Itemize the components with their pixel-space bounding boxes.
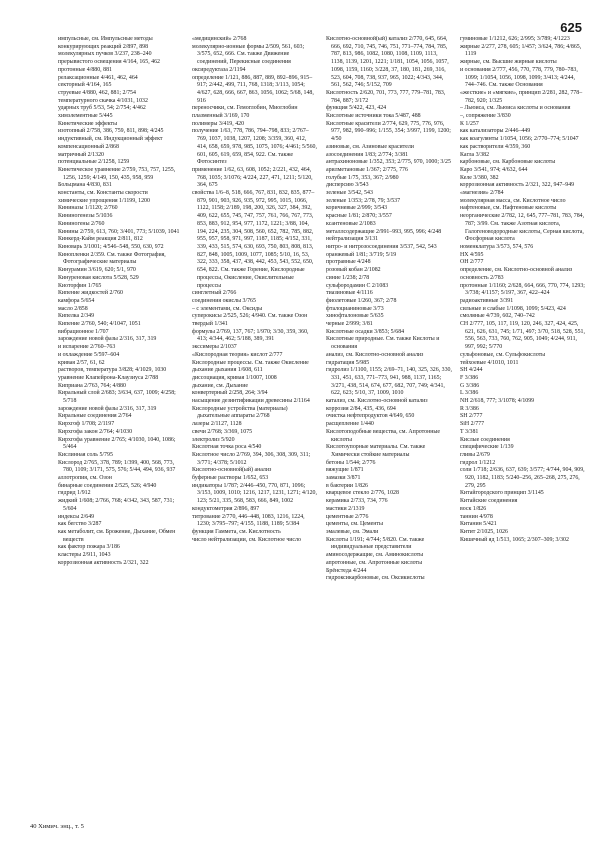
index-entry: Кипение 2/760, 540; 4/1047, 1051 [58,321,141,328]
index-entry: растворов, температура 3/828; 4/1029, 1030 [58,367,167,374]
index-entry: сульфородамин С 2/1083 [326,282,389,289]
index-entry: молекулярно-ионные формы 2/509, 561, 603; 3/575, 652, 666. См. также Движение соединений, Перекисные соединения [192,43,305,66]
index-entry: гуминовые 1/1212, 626; 2/995; 3/789; 4/1223 [460,36,570,42]
index-entry: Кинины 2/759, 613, 760; 3/401, 773; 5/1039, 1041 [58,228,180,235]
index-entry: Брёнстеда 4/244 [326,567,367,574]
index-entry: молекулярных пучков 3/237, 238–240 [58,51,152,58]
index-entry: коричневые 2/999; 3/543 [326,205,388,212]
index-entry: Кислотность 2/620, 701, 773, 777, 779–781, 783, 784, 887; 3/172 [326,89,446,104]
index-entry: протонные 1/1160; 2/628, 664, 666, 770, 774, 1293; 3/738; 4/1157; 5/197, 367, 422–424 [460,282,585,297]
index-entry: Киральные соединения 2/764 [58,413,132,420]
index-entry: определение, см. Кислотно-основной анализ [460,267,573,274]
index-entry: химические упрощения 1/1199, 1200 [58,197,150,204]
index-entry: Кислородные процессы. См. также Окисление [192,359,309,366]
index-entry: Киоторфин 1/765 [58,282,102,289]
index-entry: НХ 4/595 [460,251,484,258]
index-entry: полимеры 3/419, 420 [192,120,245,127]
index-entry: Каро 3/541, 974; 4/632, 644 [460,166,528,173]
index-entry: как растворители 4/359, 360 [460,143,531,150]
index-entry: аминосодержащие, см. Аминокислоты [326,552,424,559]
index-entry: замазки 3/871 [326,475,361,482]
index-entry: коррозионная активность 2/321, 322 [58,559,149,566]
index-entry: титрование 2/770, 446–448, 1083, 1216, 1224, 1230; 3/795–797; 4/155, 1188, 1189; 5/384 [192,513,305,528]
index-entry: синие 1/238; 2/78 [326,274,370,281]
index-entry: Кислотные природные. См. также Кислоты и основания [326,336,440,351]
index-entry: как катализаторы 2/446–449 [460,128,531,135]
index-entry: розовый кобан 2/1082 [326,267,381,274]
index-entry: Кислотоподобные вещества, см. Апротонные кислоты [326,428,440,443]
index-entry: металлсодержащие 2/991–993, 995, 996; 4/248 [326,228,442,235]
index-entry: потенциальные 2/1258, 1259 [58,159,130,166]
index-entry: Кинетические эффекты [58,120,118,127]
index-entry: мастики 2/1319 [326,505,365,512]
index-entry: число нейтрализации, см. Кислотное число [192,536,301,543]
index-entry: экссимеры 2/1037 [192,344,237,351]
index-entry: вибрационное 1/707 [58,328,109,335]
index-entry: прерывистого освещения 4/164, 165, 462 [58,59,160,66]
index-entry: свойства 1/6–8, 518, 666, 767, 831, 832, 835, 877–879, 901, 903, 926, 935, 972, 995, 1015, 1066, 1122, 1158; 2/189, 198, 200, 326, 327, 384, 392, 409, 622, 655, 745, 747, 757, 761, 766, 767, 773, 853, 883, 912, 954, 977, 1172, 1221; 3/88, 104, 194, 224, 235, 304, 508, 560, 652, 782, 785, 882, 955, 957, 958, 971, 997, 1187, 1185; 4/152, 331, 339, 433, 515, 574, 630, 693, 750, 803, 808, 813, 827, 848, 1005, 1009, 1077, 1085; 5/10, 16, 53, 322, 333, 358, 437, 438, 442, 453, 543, 552, 650, 654, 822. См. также Горение, Кислородные процессы, Окисление, Окислительные процессы [192,190,315,289]
index-entry: и основания 2/777, 456, 770, 778, 779, 780–783, 1099; 1/1054, 1056, 1098, 1099; 3/413; 4/244, 744–746. См. также Основания [460,66,578,89]
index-entry: константы, см. Константы скорости [58,190,148,197]
index-entry: фталоцианиновые 3/73 [326,305,384,312]
index-entry: протравные 4/248 [326,259,371,266]
index-entry: Кирхгофа закон 2/764; 4/1030 [58,428,133,435]
index-entry: конвертерный 2/258, 264; 3/94 [192,390,268,397]
index-entry: зарождение новой фазы 2/316, 317, 319 [58,405,157,412]
index-entry: дыхание, см. Дыхание [192,382,248,389]
index-entry: как коагулянты 1/1054, 1056; 2/770–774; 5/1047 [460,136,579,143]
index-entry: нитро- и нитрозосоединения 3/537, 542, 543 [326,243,437,250]
index-entry: определение 1/121, 886, 887, 889, 892–896, 915–917; 2/442, 499, 711, 768, 1318; 3/113, 1054; 4/627, 628, 666, 667, 863, 1056, 1062; 5/68, 148, 916 [192,74,314,104]
index-entry: Кипелка 2/349 [58,313,95,320]
index-entry: оранжевый 1/81; 3/719; 5/19 [326,251,397,258]
index-entry: К 1/257 [460,120,479,127]
index-entry: формулы 2/769, 137, 767; 1/970; 3/30, 359, 360, 413; 4/344, 462; 5/188, 389, 391 [192,328,309,343]
index-entry: химэлементные 5/445 [58,113,113,120]
index-entry: молекулярная масса, см. Кислотное число [460,197,566,204]
index-entry: основность 2/783 [460,274,504,281]
index-entry: Киральный слой 2/683; 3/634, 637, 1009; 4/258; 5/718 [58,390,176,405]
index-entry: красные 1/81; 2/870; 3/557 [326,213,392,220]
index-entry: переносчики, см. Гемоглобин, Миоглобин [192,105,298,112]
index-entry: индикаторы 1/787; 2/446–450, 770, 871, 1096; 3/153, 1009, 1010; 1216, 1217, 1231, 1271; 4/120, 123; 5/21, 335, 568, 583, 666, 849, 1002 [192,482,317,505]
index-entry: секторный 4/164, 165 [58,82,112,89]
index-entry: –, сопряжение 3/830 [460,113,511,120]
index-entry: карбоновые, см. Карбоновые кислоты [460,159,556,166]
index-entry: Кислотно-основной(ый) катализ 2/770, 645, 664, 666, 692, 710, 745, 746, 751, 771–774, 784, 785, 787, 813, 986, 1082, 1080, 1108, 1109, 1113, 1138, 1139, 1201, 1221; 1/181, 1054, 1056, 1057, 1098, 1159, 1160; 3/228, 37, 180, 181, 269, 316, 523, 604, 708, 738, 937, 965, 1022; 4/343, 344, 561, 562, 746; 5/152, 709 [326,36,449,89]
index-entry: импульсные, см. Импульсные методы [58,36,153,42]
index-entry: номенклатура 3/573, 574, 576 [460,243,534,250]
index-entry: насыщение дезинтификации древесины 2/1164 [192,398,310,405]
index-entry: смоляные 4/739, 602, 740–742 [460,313,535,320]
index-entry: функция Гаммета, см. Кислотность [192,529,281,535]
index-entry: ОН 2/777 [460,259,484,266]
page-footer: 40 Химич. энц., т. 5 [30,823,84,830]
index-entry: изотопный 2/758, 386, 759, 811, 898; 4/245 [58,128,164,135]
index-entry: воск 1/826 [460,505,487,512]
index-entry: кластеры 2/911, 1043 [58,552,111,559]
index-entry: Китайгородского принцип 3/1145 [460,490,544,497]
index-entry: струевые 4/880, 462, 881; 2/754 [58,89,136,96]
index-entry: Кагла 3/382 [460,151,490,158]
index-entry: матричный 2/1320 [58,151,104,158]
index-entry: Кислотно-основной(ый) анализ [192,467,272,474]
index-entry: SiH 2/777 [460,421,485,428]
index-entry: кварцевое стекло 2/776, 1028 [326,490,399,497]
index-entry: синглетный 2/766 [192,290,237,297]
index-entry: Кинкерд-Кайм реакция 2/811, 812 [58,236,143,243]
index-entry: Кислинная соль 5/795 [58,451,113,458]
index-entry: соли 1/718; 2/636, 637, 639; 3/577; 4/744, 904, 909, 920, 1182, 1183; 5/240–256, 265–268, 275, 276, 279, 295 [460,467,585,489]
index-entry: фиолетовые 1/260, 367; 2/78 [326,297,397,304]
page-number: 625 [560,20,582,35]
index-entry: твердый 1/341 [192,321,228,328]
index-entry: Кининогенезы 5/1036 [58,213,113,220]
index-entry: антрахиноновые 1/352, 353; 2/775, 970, 1000; 3/25 [326,159,451,166]
index-entry: зеленые 1/353; 2/78, 79; 3/537 [326,197,401,204]
index-entry: лазеры 2/1127, 1128 [192,421,242,428]
index-entry: температурного скачка 4/1031, 1032 [58,97,148,104]
index-entry: компенсационный 2/868 [58,143,119,150]
index-entry: цементные 2/776 [326,513,369,520]
index-entry: в бактерии 1/826 [326,482,368,489]
index-entry: применение 1/62, 63, 608, 1052; 2/221, 432, 464, 768, 1035; 3/1076; 4/224, 227, 471, 1211; 5/120, 364, 675 [192,166,313,189]
index-entry: гидроксикарбоновые, см. Оксикислоты [326,575,425,582]
index-entry: радиоактивные 3/391 [460,297,514,304]
index-entry: T 3/381 [460,428,479,435]
index-entry: кривая 2/57, 61, 62 [58,359,105,366]
index-entry: коррозионная активность 2/321, 322, 947–949 [460,182,575,189]
index-column-3 [326,36,452,820]
index-entry: G 3/386 [460,382,480,389]
index-entry: индуктивный, см. Индукционный эффект [58,136,163,143]
index-entry: гидрид 1/912 [58,490,91,497]
index-entry: «медицинский» 2/768 [192,36,247,42]
index-entry: как бегство 3/287 [58,521,102,528]
index-entry: оксиредуктаза 2/1194 [192,66,246,73]
index-entry: свечи 2/768; 3/369, 1075 [192,428,253,435]
index-entry: Кислородные устройства (материалы) дыхательные аппараты 2/768 [192,405,288,420]
index-entry: как метаболит, см. Брожение, Дыхание, Обмен веществ [58,529,176,543]
index-entry: уравнение Клапейрона-Клаузиуса 2/788 [58,374,159,381]
index-entry: бетоны 1/544; 2/776 [326,459,376,466]
index-entry: Кинурамин 3/619, 620; 5/1, 970 [58,267,136,274]
index-entry: цементы, см. Цементы [326,521,383,528]
index-entry: Больцмана 4/830, 831 [58,182,112,189]
index-entry: Кининазы 1/1120; 2/760 [58,205,118,212]
index-entry: арилметановые 1/367; 2/775, 776 [326,166,408,173]
index-entry: азосоединения 1/83; 2/774; 3/381 [326,151,409,158]
index-entry: гидрол 1/1212 [460,459,496,466]
index-entry: – с элементами, см. Оксиды [192,305,263,312]
index-entry: керамика 2/733, 734, 776 [326,498,388,505]
index-entry: F 3/386 [460,374,479,381]
index-entry: Китайские соединения [460,498,518,505]
index-column-1 [58,36,184,820]
index-entry: R 3/386 [460,405,479,412]
index-entry: сульфоновые, см. Сульфокислоты [460,351,546,358]
index-entry: азиновые, см. Азиновые красители [326,143,414,150]
index-entry: получение 1/63, 778, 786, 794–798, 833; 2/767–769, 1037, 1038, 1207, 1208; 3/359, 360, 412, 414, 658, 659, 978, 985, 1075, 1076; 4/461; 5/560, 601, 605, 619, 659, 854, 922. См. также Фотосинтез [192,128,317,166]
index-column-2 [192,36,318,820]
index-entry: нейтрализация 3/131 [326,236,379,243]
index-entry: анализ, см. Кислотно-основной анализ [326,351,424,358]
index-entry: коррозия 2/84, 435, 436, 694 [326,405,396,412]
index-entry: протонные 4/880, 881 [58,66,112,73]
index-entry: «магнезия» 2/784 [460,190,504,197]
index-entry: Китит 2/1025, 1026 [460,529,508,535]
index-entry: специфические 1/139 [460,444,514,451]
index-entry: «Кислородная теория» кислот 2/777 [192,351,283,358]
index-entry: черные 2/999; 3/81 [326,321,373,328]
index-columns [58,36,586,820]
index-entry: гливы 2/679 [460,451,490,458]
index-entry: Кинопленки 2/359. См. также Фотография, Фотографические материалы [58,251,166,266]
index-entry: голубые 1/75, 353, 367; 2/980 [326,174,399,181]
index-entry: ударных труб 5/53, 54; 2/754; 4/462 [58,105,146,112]
index-entry: Кирхгоф 1/708; 2/1197 [58,421,115,428]
index-entry: конкурирующих реакций 2/897, 898 [58,43,149,50]
index-entry: апротонные, см. Апротонные кислоты [326,559,423,566]
index-entry: гидролиз 1/1100, 1155; 2/69–71, 140, 325, 326, 330, 331, 451, 633, 771–773, 941, 988, 1137, 1165; 3/271, 438, 514, 674, 677, 682, 707, 749; 4/341, 622, 623; 5/10, 37, 1009, 1010 [326,367,452,397]
index-entry: расщепление 1/440 [326,421,374,428]
index-entry: катализ, см. Кислотно-основной катализ [326,398,428,405]
index-entry: таннин 4/978 [460,513,493,520]
index-entry: функция 5/422, 423, 424 [326,105,387,112]
index-entry: Кирхгофа уравнение 2/765; 4/1030, 1040, 1086; 5/464 [58,436,176,451]
index-entry: дыхание дыхания 1/608, 611 [192,367,263,374]
index-entry: тиазиновые 4/1116 [326,290,373,297]
index-entry: и охлаждение 5/597–604 [58,351,120,358]
index-entry: Кислотная точка роса 4/540 [192,444,262,451]
index-entry: тейхоевые 4/1010, 1011 [460,359,519,366]
index-entry: ксантеновые 2/1083 [326,220,376,227]
index-entry: буферные растворы 1/652, 653 [192,475,269,482]
index-entry: Кипение жидкостей 2/760 [58,290,123,297]
index-entry: кондуктометрия 2/896, 897 [192,505,260,512]
index-entry: Кинетическое уравнение 2/759, 753, 757, 1255, 1256, 1259; 4/149, 150, 435, 958, 959 [58,166,176,181]
index-entry: L 3/386 [460,390,479,397]
index-entry: Китанин 5/421 [460,521,497,528]
index-entry: SH 4/244 [460,367,483,374]
index-entry: Кислород 2/765, 378, 789; 1/399, 400, 568, 773, 780, 1109; 3/171, 575, 576; 5/44, 494, 936, 937 [58,459,176,474]
index-entry: Кислотные осадки 3/853; 5/684 [326,328,405,335]
index-entry: жирные, см. Высшие жирные кислоты [460,59,557,66]
index-entry: Кислые соединения [460,436,510,443]
index-entry: очистка нефтепродуктов 4/649, 650 [326,413,415,420]
index-entry: аллотропия, см. Озон [58,475,112,482]
index-column-4 [460,36,586,820]
index-entry: как фактор пожара 3/186 [58,544,120,551]
index-entry: масло 2/858 [58,305,88,312]
index-entry: зеленые 3/542, 543 [326,190,373,197]
index-entry: плазменный 3/169, 170 [192,113,250,120]
index-entry: вяжущие 1/871 [326,467,364,474]
index-entry: «жесткие» и «мягкие», принцип 2/281, 282, 778–782, 920; 1/325 [460,89,583,104]
index-entry: сильные и слабые 1/1098, 1099; 5/423, 424 [460,305,566,312]
index-entry: Кислотное число 2/769, 394, 306, 308, 309, 311; 3/771; 4/378; 5/1012 [192,451,311,466]
index-entry: SH 2/777 [460,413,483,420]
index-entry: жирные 2/277, 278, 605; 1/457; 3/624, 786; 4/865, 1119 [460,43,582,58]
index-entry: электролиз 5/920 [192,436,235,443]
index-entry: NH 2/618, 777; 3/1078; 4/1099 [460,398,535,405]
index-entry: камфора 5/654 [58,297,95,304]
index-entry: зарождение новой фазы 2/316, 317, 319 [58,336,157,343]
index-entry: Кислоты 1/191; 4/744; 5/820. См. также индивидуальные представители [326,536,425,551]
index-entry: Кислотные источники тока 5/487, 488 [326,113,421,120]
index-entry: Киприана 2/763, 764; 4/880 [58,382,126,389]
index-entry: и испарение 2/760–763 [58,344,116,351]
index-entry: Кишечный яд 1/513, 1065; 2/307–309; 3/302 [460,536,569,543]
index-entry: Кинуреновая кислота 5/528, 529 [58,274,139,281]
index-entry: диссоциация, кривая 1/1007, 1008 [192,374,277,381]
index-entry: хинофталоновые 5/635 [326,313,384,320]
index-entry: жидкий 1/608; 2/766, 768; 4/342, 343, 587, 731; 5/604 [58,498,175,512]
index-entry: эмалевые, см. Эмали [326,529,379,535]
index-entry: – Льюиса, см. Льюиса кислоты и основания [460,105,571,112]
index-entry: неорганические 2/782, 12, 645, 777–781, 783, 784, 787; 3/99. См. также Азотная кислота, Галогеноводородные кислоты, Серная кислота, Фосфорная кислота [460,213,585,243]
index-entry: индексы 2/649 [58,513,95,520]
index-entry: дисперсию 3/543 [326,182,369,189]
index-entry: Кислотные красители 2/774, 629, 775, 776, 976, 977, 982, 990–996; 1/155, 354; 3/997, 1199, 1200; 4/50 [326,120,451,143]
index-entry: гидратация 5/985 [326,359,370,366]
index-entry: Кислотоупорные материалы. См. также Химически стойкие материалы [326,444,426,458]
index-entry: бинарные соединения 2/525, 526; 4/940 [58,482,157,489]
index-entry: СН 2/777, 105, 117, 119, 120, 246, 327, 424, 425, 621, 626, 631, 745; 1/71, 497; 3/70, 518, 528, 551, 556, 563, 733, 760, 762, 905, 1049; 4/244, 911, 997, 992; 5/770 [460,321,585,351]
index-entry: суперокисы 2/525, 526; 4/940. См. также Озон [192,313,308,320]
index-entry: Киноварь 3/1001; 4/546–548, 550, 630, 972 [58,243,164,250]
index-entry: нафтеновые, см. Нафтеновые кислоты [460,205,557,212]
index-entry: соединения окислы 3/765 [192,297,256,304]
index-entry: Кининогены 2/760 [58,220,105,227]
index-entry: Келе 3/380, 382 [460,174,499,181]
index-entry: релаксационные 4/461, 462, 464 [58,74,138,81]
